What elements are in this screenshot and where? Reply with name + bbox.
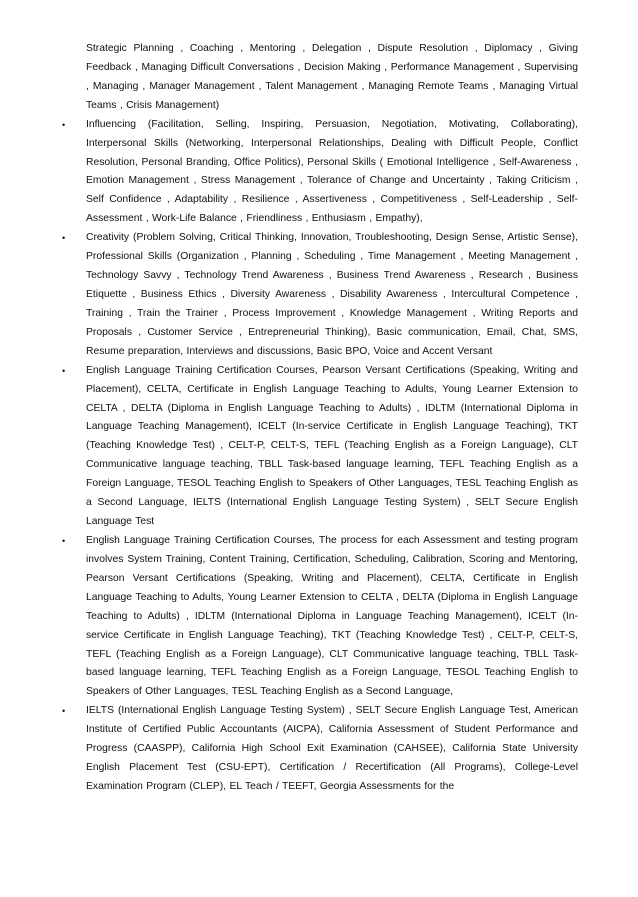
bullet-icon: • bbox=[62, 535, 66, 546]
list-item-text: Creativity (Problem Solving, Critical Thinking, Innovation, Troubleshooting, Design Sense, Artistic Sense), Professional Skills (Organization , Planning , Scheduling , Time Management , Meeting Management , Technology Savvy , Technology Trend Awareness , Business Trend Awareness , Research , Business Etiquette , Business Ethics , Diversity Awareness , Disability Awareness , Intercultural Competence , Training , Train the Trainer , Process Improvement , Knowledge Management , Writing Reports and Proposals , Customer Service , Entrepreneurial Thinking), Basic communication, Email, Chat, SMS, Resume preparation, Interviews and discussions, Basic BPO, Voice and Accent Versant bbox=[86, 232, 578, 357]
list-item-influencing bbox=[57, 116, 578, 230]
list-item-assessment-process bbox=[57, 532, 578, 702]
bullet-icon: • bbox=[62, 233, 66, 244]
document-body bbox=[57, 40, 578, 797]
bullet-icon: • bbox=[62, 119, 66, 130]
bullet-icon: • bbox=[62, 365, 66, 376]
list-item-text: English Language Training Certification Courses, The process for each Assessment and testing program involves System Training, Content Training, Certification, Scheduling, Calibration, Scoring and Mentoring, Pearson Versant Certifications (Speaking, Writing and Placement), CELTA, Certificate in English Language Teaching to Adults, Young Learner Extension to CELTA , DELTA (Diploma in English Language Teaching to Adults) , IDLTM (International Diploma in Language Teaching Management), ICELT (In-service Certificate in English Language Teaching), TKT (Teaching Knowledge Test) , CELT-P, CELT-S, TEFL (Teaching English as a Foreign Language), CLT Communicative language teaching, TBLL Task-based language learning, TEFL Teaching English as a Foreign Language, TESOL Teaching English to Speakers of Other Languages, TESL Teaching English as a Second Language, bbox=[86, 534, 578, 698]
paragraph-text: Strategic Planning , Coaching , Mentoring , Delegation , Dispute Resolution , Diplomacy , Giving Feedback , Managing Difficult Conversations , Decision Making , Performance Management , Supervising , Managing , Manager Management , Talent Management , Managing Remote Teams , Managing Virtual Teams , Crisis Management) bbox=[86, 43, 578, 111]
list-item-ielts-assessments bbox=[57, 702, 578, 797]
list-item-english-certifications bbox=[57, 362, 578, 532]
list-item-text: IELTS (International English Language Testing System) , SELT Secure English Language Test, American Institute of Certified Public Accountants (AICPA), California Assessment of Student Performance and Progress (CAASPP), California High School Exit Examination (CAHSEE), California State University English Placement Test (CSU-EPT), Certification / Recertification (All Programs), College-Level Examination Program (CLEP), EL Teach / TEEFT, Georgia Assessments for the bbox=[86, 705, 578, 792]
list-item-text: English Language Training Certification Courses, Pearson Versant Certifications (Speaking, Writing and Placement), CELTA, Certificate in English Language Teaching to Adults, Young Learner Extension to CELTA , DELTA (Diploma in English Language Teaching to Adults) , IDLTM (International Diploma in Language Teaching Management), ICELT (In-service Certificate in English Language Teaching), TKT (Teaching Knowledge Test) , CELT-P, CELT-S, TEFL (Teaching English as a Foreign Language), CLT Communicative language teaching, TBLL Task-based language learning, TEFL Teaching English as a Foreign Language, TESOL Teaching English to Speakers of Other Languages, TESL Teaching English as a Second Language, IELTS (International English Language Testing System) , SELT Secure English Language Test bbox=[86, 364, 578, 528]
list-item-text: Influencing (Facilitation, Selling, Inspiring, Persuasion, Negotiation, Motivating, Collaborating), Interpersonal Skills (Networking, Interpersonal Relationships, Dealing with Difficult People, Conflict Resolution, Personal Branding, Office Politics), Personal Skills ( Emotional Intelligence , Self-Awareness , Emotion Management , Stress Management , Tolerance of Change and Uncertainty , Taking Criticism , Self Confidence , Adaptability , Resilience , Assertiveness , Competitiveness , Self-Leadership , Self-Assessment , Work-Life Balance , Friendliness , Enthusiasm , Empathy), bbox=[86, 118, 578, 225]
list-item-creativity bbox=[57, 229, 578, 361]
bullet-icon: • bbox=[62, 706, 66, 717]
paragraph-leadership-skills bbox=[57, 40, 578, 116]
